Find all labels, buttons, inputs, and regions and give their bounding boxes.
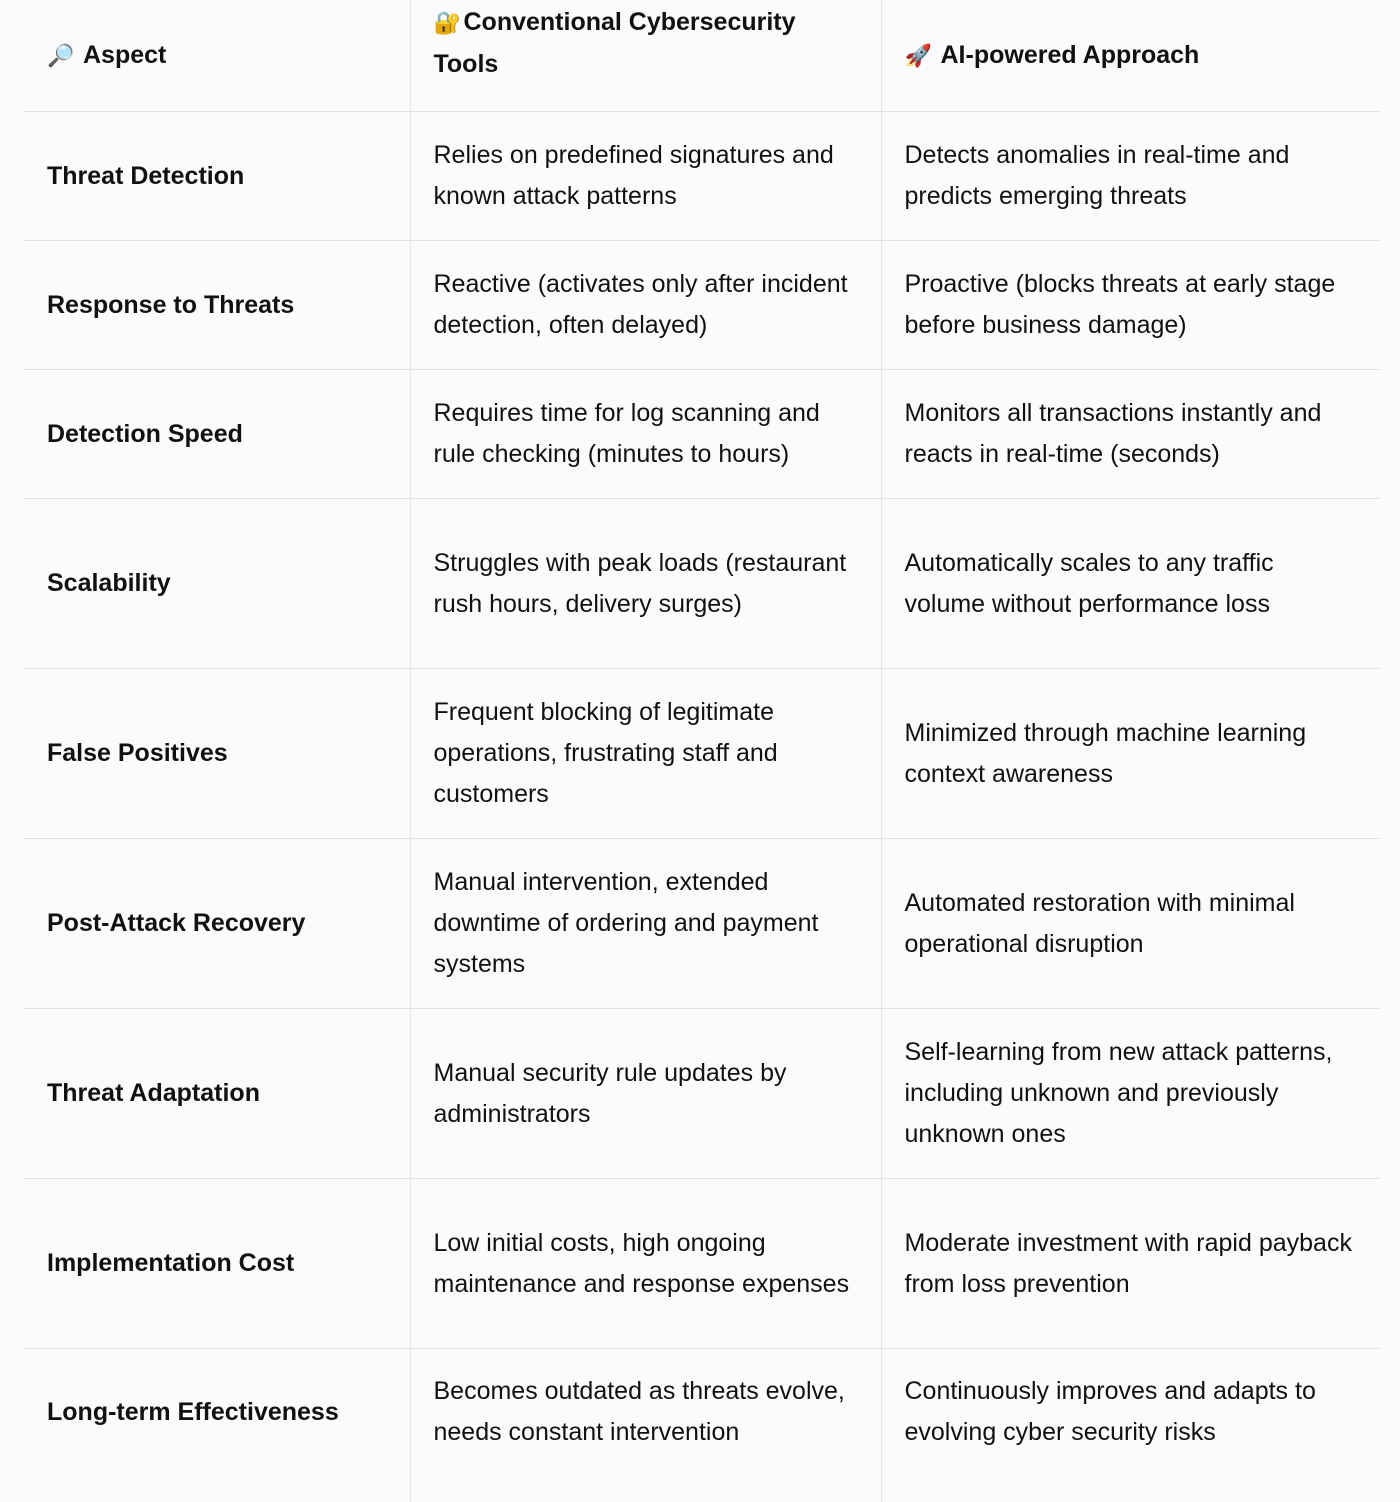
table-body	[24, 112, 1380, 1502]
header-row	[24, 0, 1380, 112]
conventional-cell: Low initial costs, high ongoing maintenance and response expenses	[410, 1179, 881, 1349]
ai-cell: Automatically scales to any traffic volume without performance loss	[881, 499, 1380, 669]
aspect-cell: False Positives	[24, 669, 410, 839]
header-conventional-label: Conventional Cybersecurity Tools	[434, 8, 796, 78]
table-row	[24, 370, 1380, 499]
conventional-cell: Manual intervention, extended downtime of ordering and payment systems	[410, 839, 881, 1009]
table-header	[24, 0, 1380, 112]
table-row	[24, 839, 1380, 1009]
ai-cell: Self-learning from new attack patterns, including unknown and previously unknown ones	[881, 1009, 1380, 1179]
table-row	[24, 112, 1380, 241]
table-row	[24, 1349, 1380, 1502]
aspect-cell: Response to Threats	[24, 241, 410, 370]
rocket-icon: 🚀	[905, 36, 931, 77]
aspect-cell: Long-term Effectiveness	[24, 1349, 410, 1502]
conventional-cell: Reactive (activates only after incident detection, often delayed)	[410, 241, 881, 370]
ai-cell: Automated restoration with minimal operational disruption	[881, 839, 1380, 1009]
header-aspect-label: Aspect	[83, 41, 166, 69]
header-ai	[881, 0, 1380, 112]
header-conventional	[410, 0, 881, 112]
ai-cell: Detects anomalies in real-time and predicts emerging threats	[881, 112, 1380, 241]
magnifier-icon: 🔎	[47, 36, 73, 77]
conventional-cell: Struggles with peak loads (restaurant rush hours, delivery surges)	[410, 499, 881, 669]
conventional-cell: Frequent blocking of legitimate operations, frustrating staff and customers	[410, 669, 881, 839]
conventional-cell: Relies on predefined signatures and known attack patterns	[410, 112, 881, 241]
aspect-cell: Threat Adaptation	[24, 1009, 410, 1179]
ai-cell: Monitors all transactions instantly and reacts in real-time (seconds)	[881, 370, 1380, 499]
conventional-cell: Becomes outdated as threats evolve, needs constant intervention	[410, 1349, 881, 1502]
conventional-cell: Manual security rule updates by administrators	[410, 1009, 881, 1179]
aspect-cell: Detection Speed	[24, 370, 410, 499]
aspect-cell: Implementation Cost	[24, 1179, 410, 1349]
comparison-table-container	[24, 0, 1380, 1502]
table-row	[24, 1179, 1380, 1349]
ai-cell: Minimized through machine learning context awareness	[881, 669, 1380, 839]
header-ai-label: AI-powered Approach	[941, 41, 1200, 69]
aspect-cell: Threat Detection	[24, 112, 410, 241]
comparison-table	[24, 0, 1380, 1502]
ai-cell: Continuously improves and adapts to evolving cyber security risks	[881, 1349, 1380, 1502]
conventional-cell: Requires time for log scanning and rule checking (minutes to hours)	[410, 370, 881, 499]
aspect-cell: Scalability	[24, 499, 410, 669]
lock-icon: 🔐	[434, 3, 460, 44]
table-row	[24, 499, 1380, 669]
table-row	[24, 1009, 1380, 1179]
ai-cell: Moderate investment with rapid payback from loss prevention	[881, 1179, 1380, 1349]
ai-cell: Proactive (blocks threats at early stage before business damage)	[881, 241, 1380, 370]
table-row	[24, 241, 1380, 370]
header-aspect	[24, 0, 410, 112]
aspect-cell: Post-Attack Recovery	[24, 839, 410, 1009]
table-row	[24, 669, 1380, 839]
